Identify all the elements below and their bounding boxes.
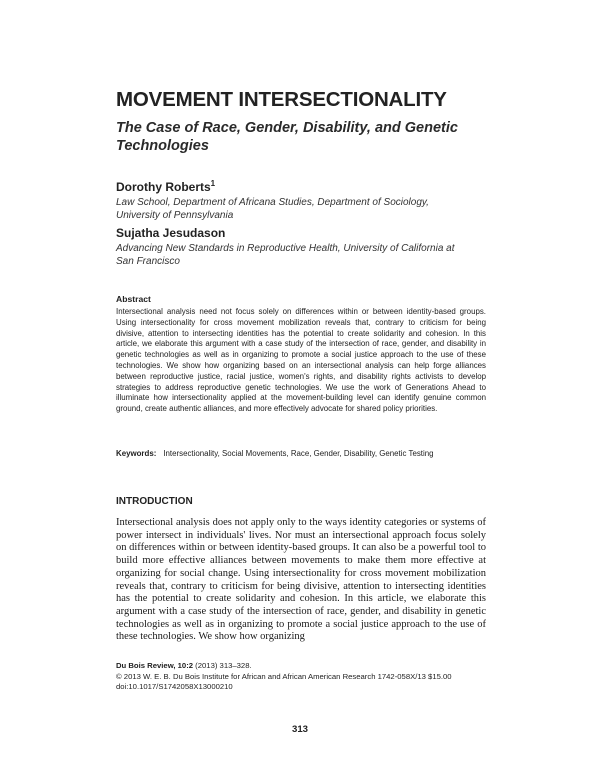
section-heading-introduction: INTRODUCTION [116, 496, 193, 507]
abstract-text: Intersectional analysis need not focus solely on differences within or between identity-based groups. Using intersectionality for cross movement mobilization reveals that, contrary to criticism for being divisive, attention to intersecting identities has the potential to create solidarity and cohesion. In this article, we elaborate this argument with a case study of the intersection of race, gender, and disability in genetic technologies as well as in organizing to promote a social justice approach to the use of these technologies. We show how organizing based on an intersectional analysis can help forge alliances between reproductive justice, racial justice, women's rights, and disability rights activists to develop strategies to address reproductive genetic technologies. We use the work of Generations Ahead to illuminate how intersectionality applied at the movement-building level can identify genuine common ground, create authentic alliances, and more effectively advocate for shared policy priorities. [116, 307, 486, 414]
author-name [116, 180, 215, 194]
abstract-heading: Abstract [116, 294, 151, 304]
author-name-text: Dorothy Roberts [116, 180, 211, 194]
article-subtitle: The Case of Race, Gender, Disability, and Genetic Technologies [116, 120, 458, 154]
page-number: 313 [291, 724, 308, 735]
journal-citation [116, 661, 496, 672]
copyright-line: © 2013 W. E. B. Du Bois Institute for African and African American Research 1742-058X/13 $15.00 [116, 671, 452, 681]
author-name [116, 226, 225, 240]
keywords-text: Intersectionality, Social Movements, Race, Gender, Disability, Genetic Testing [163, 449, 434, 458]
author-name-text: Sujatha Jesudason [116, 226, 226, 240]
keywords [116, 449, 486, 460]
author-affiliation: Law School, Department of Africana Studies, Department of Sociology, University of Pennsylvania [116, 197, 429, 221]
citation-footer [116, 661, 496, 693]
keywords-label: Keywords: [116, 449, 157, 458]
doi-line: doi:10.1017/S1742058X13000210 [116, 682, 233, 692]
author-affiliation: Advancing New Standards in Reproductive Health, University of California at San Francisco [116, 243, 455, 267]
author-footnote-marker: 1 [210, 179, 216, 188]
journal-pages: (2013) 313–328. [193, 661, 252, 670]
article-title: MOVEMENT INTERSECTIONALITY [116, 88, 447, 111]
journal-name: Du Bois Review, 10:2 [116, 661, 194, 670]
introduction-text: Intersectional analysis does not apply only to the ways identity categories or systems of power intersect in individuals' lives. Nor must an intersectional approach focus solely on differences within or between identity-based groups. It can also be a powerful tool to build more effective alliances between movements to make them more effective at organizing for social change. Using intersectionality for cross movement mobilization reveals that, contrary to criticism for being divisive, attention to intersecting identities has the potential to create solidarity and cohesion. In this article, we elaborate this argument with a case study of the intersection of race, gender, and disability in genetic technologies as well as in organizing to promote a social justice approach to the use of these technologies. We show how organizing [116, 517, 486, 643]
